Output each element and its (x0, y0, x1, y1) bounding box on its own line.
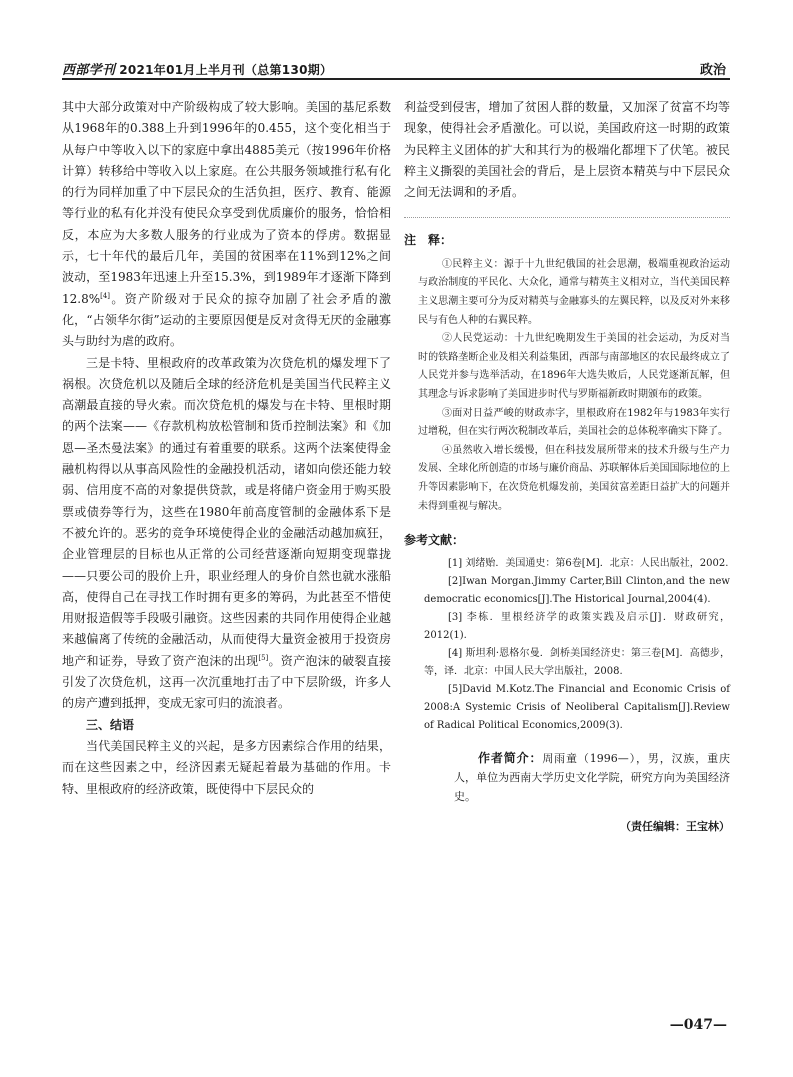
paragraph-text: 。资产泡沫的破裂直接引发了次贷危机，这再一次沉重地打击了中下层阶级，许多人的房产遭到抵押，变成无家可归的流浪者。 (62, 653, 391, 711)
right-column (404, 97, 730, 838)
section-heading: 三、结语 (86, 717, 135, 732)
citation-marker: [5] (258, 653, 269, 662)
paragraph (62, 97, 391, 353)
journal-info (62, 59, 332, 78)
journal-logo: 西部学刊 (62, 63, 116, 78)
paragraph (62, 353, 391, 715)
note-item: ②人民党运动：十九世纪晚期发生于美国的社会运动，为反对当时的铁路垄断企业及相关利益集团，西部与南部地区的农民最终成立了人民党并参与选举活动，在1896年大选失败后，人民党逐渐瓦解，但其理念与诉求影响了美国进步时代与罗斯福新政时期颁布的政策。 (418, 333, 730, 400)
reference-item: [2]Iwan Morgan.Jimmy Carter,Bill Clinton,and the new democratic economics[J].The Historical Journal,2004(4). (424, 576, 730, 606)
paragraph-text: 。资产阶级对于民众的掠夺加剧了社会矛盾的激化，“占领华尔街”运动的主要原因便是反对贪得无厌的金融寡头与助纣为虐的政府。 (62, 291, 391, 349)
left-column (62, 97, 391, 800)
author-text: 周雨童（1996—），男，汉族，重庆人，单位为西南大学历史文化学院，研究方向为美国经济史。 (454, 752, 730, 804)
notes-title: 注 释： (404, 233, 453, 248)
reference-item: [1] 刘绪贻．美国通史：第6卷[M]．北京：人民出版社，2002. (448, 558, 729, 570)
paragraph-text: 其中大部分政策对中产阶级构成了较大影响。美国的基尼系数从1968年的0.388上升到1996年的0.455，这个变化相当于从每户中等收入以下的家庭中拿出4885美元（按1996年价格计算）转移给中等收入以上家庭。在公共服务领域推行私有化的行为同样加重了中下层民众的生活负担，医疗、教育、能源等行业的私有化并没有使民众享受到优质廉价的服务，恰恰相反，本应为大多数人服务的行业成为了资本的俘虏。数据显示，七十年代的最后几年，美国的贫困率在11%到12%之间波动，至1983年迅速上升至15.3%，到1989年才逐渐下降到12.8% (62, 100, 391, 306)
author-label: 作者简介： (478, 751, 543, 766)
note-item: ①民粹主义：源于十九世纪俄国的社会思潮，极端重视政治运动与政治制度的平民化、大众化，通常与精英主义相对立，当代美国民粹主义思潮主要可分为反对精英与金融寡头的左翼民粹，以及反对外来移民与有色人种的右翼民粹。 (418, 258, 730, 326)
page-header (62, 58, 730, 80)
references-title: 参考文献： (404, 533, 465, 548)
section-label: 政治 (699, 63, 726, 78)
paragraph: 利益受到侵害，增加了贫困人群的数量，又加深了贫富不均等现象，使得社会矛盾激化。可以说，美国政府这一时期的政策为民粹主义团体的扩大和其行为的极端化都埋下了伏笔。被民粹主义撕裂的美国社会的背后，是上层资本精英与中下层民众之间无法调和的矛盾。 (404, 100, 730, 200)
divider (404, 217, 730, 218)
paragraph: 当代美国民粹主义的兴起，是多方因素综合作用的结果，而在这些因素之中，经济因素无疑起着最为基础的作用。卡特、里根政府的经济政策，既使得中下层民众的 (62, 738, 391, 796)
author-bio (404, 749, 730, 806)
citation-marker: [4] (100, 291, 111, 300)
paragraph-text: 三是卡特、里根政府的改革政策为次贷危机的爆发埋下了祸根。次贷危机以及随后全球的经济危机是美国当代民粹主义高潮最直接的导火索。而次贷危机的爆发与在卡特、里根时期的两个法案——《存款机构放松管制和货币控制法案》和《加恩—圣杰曼法案》的通过有着重要的联系。这两个法案使得金融机构得以从事高风险性的金融投机活动，诸如向偿还能力较弱、信用度不高的对象提供贷款，或是将储户资金用于购买股票或债券等行为，这些在1980年前高度管制的金融体系下是不被允许的。恶劣的竞争环境使得企业的金融活动越加疯狂，企业管理层的目标也从正常的公司经营逐渐向短期变现靠拢——只要公司的股价上升，职业经理人的身价自然也就水涨船高，使得自己在寻找工作时拥有更多的筹码，为此甚至不惜使用财报造假等手段吸引融资。这些因素的共同作用使得企业越来越偏离了传统的金融活动，从而使得大量资金被用于投资房地产和证券，导致了资产泡沫的出现 (62, 355, 391, 668)
issue-text: 2021年01月上半月刊（总第130期） (119, 63, 333, 77)
reference-item: [4] 斯坦利·恩格尔曼．剑桥美国经济史：第三卷[M]．高德步，等，译．北京：中国人民大学出版社，2008. (424, 648, 730, 678)
reference-item: [5]David M.Kotz.The Financial and Economic Crisis of 2008:A Systemic Crisis of Neoliberal Capitalism[J].Review of Radical Political Economics,2009(3). (424, 684, 730, 732)
note-item: ③面对日益严峻的财政赤字，里根政府在1982年与1983年实行过增税，但在实行两次税制改革后，美国社会的总体税率确实下降了。 (418, 407, 730, 438)
editor-credit: （责任编辑：王宝林） (620, 820, 730, 834)
reference-item: [3] 李栋．里根经济学的政策实践及启示[J]．财政研究，2012(1). (424, 612, 730, 642)
page-number: —047— (669, 1017, 727, 1033)
note-item: ④虽然收入增长缓慢，但在科技发展所带来的技术升级与生产力发展、全球化所创造的市场与廉价商品、苏联解体后美国国际地位的上升等因素影响下，在次贷危机爆发前，美国贫富差距日益扩大的问题并未得到重视与解决。 (418, 444, 730, 512)
